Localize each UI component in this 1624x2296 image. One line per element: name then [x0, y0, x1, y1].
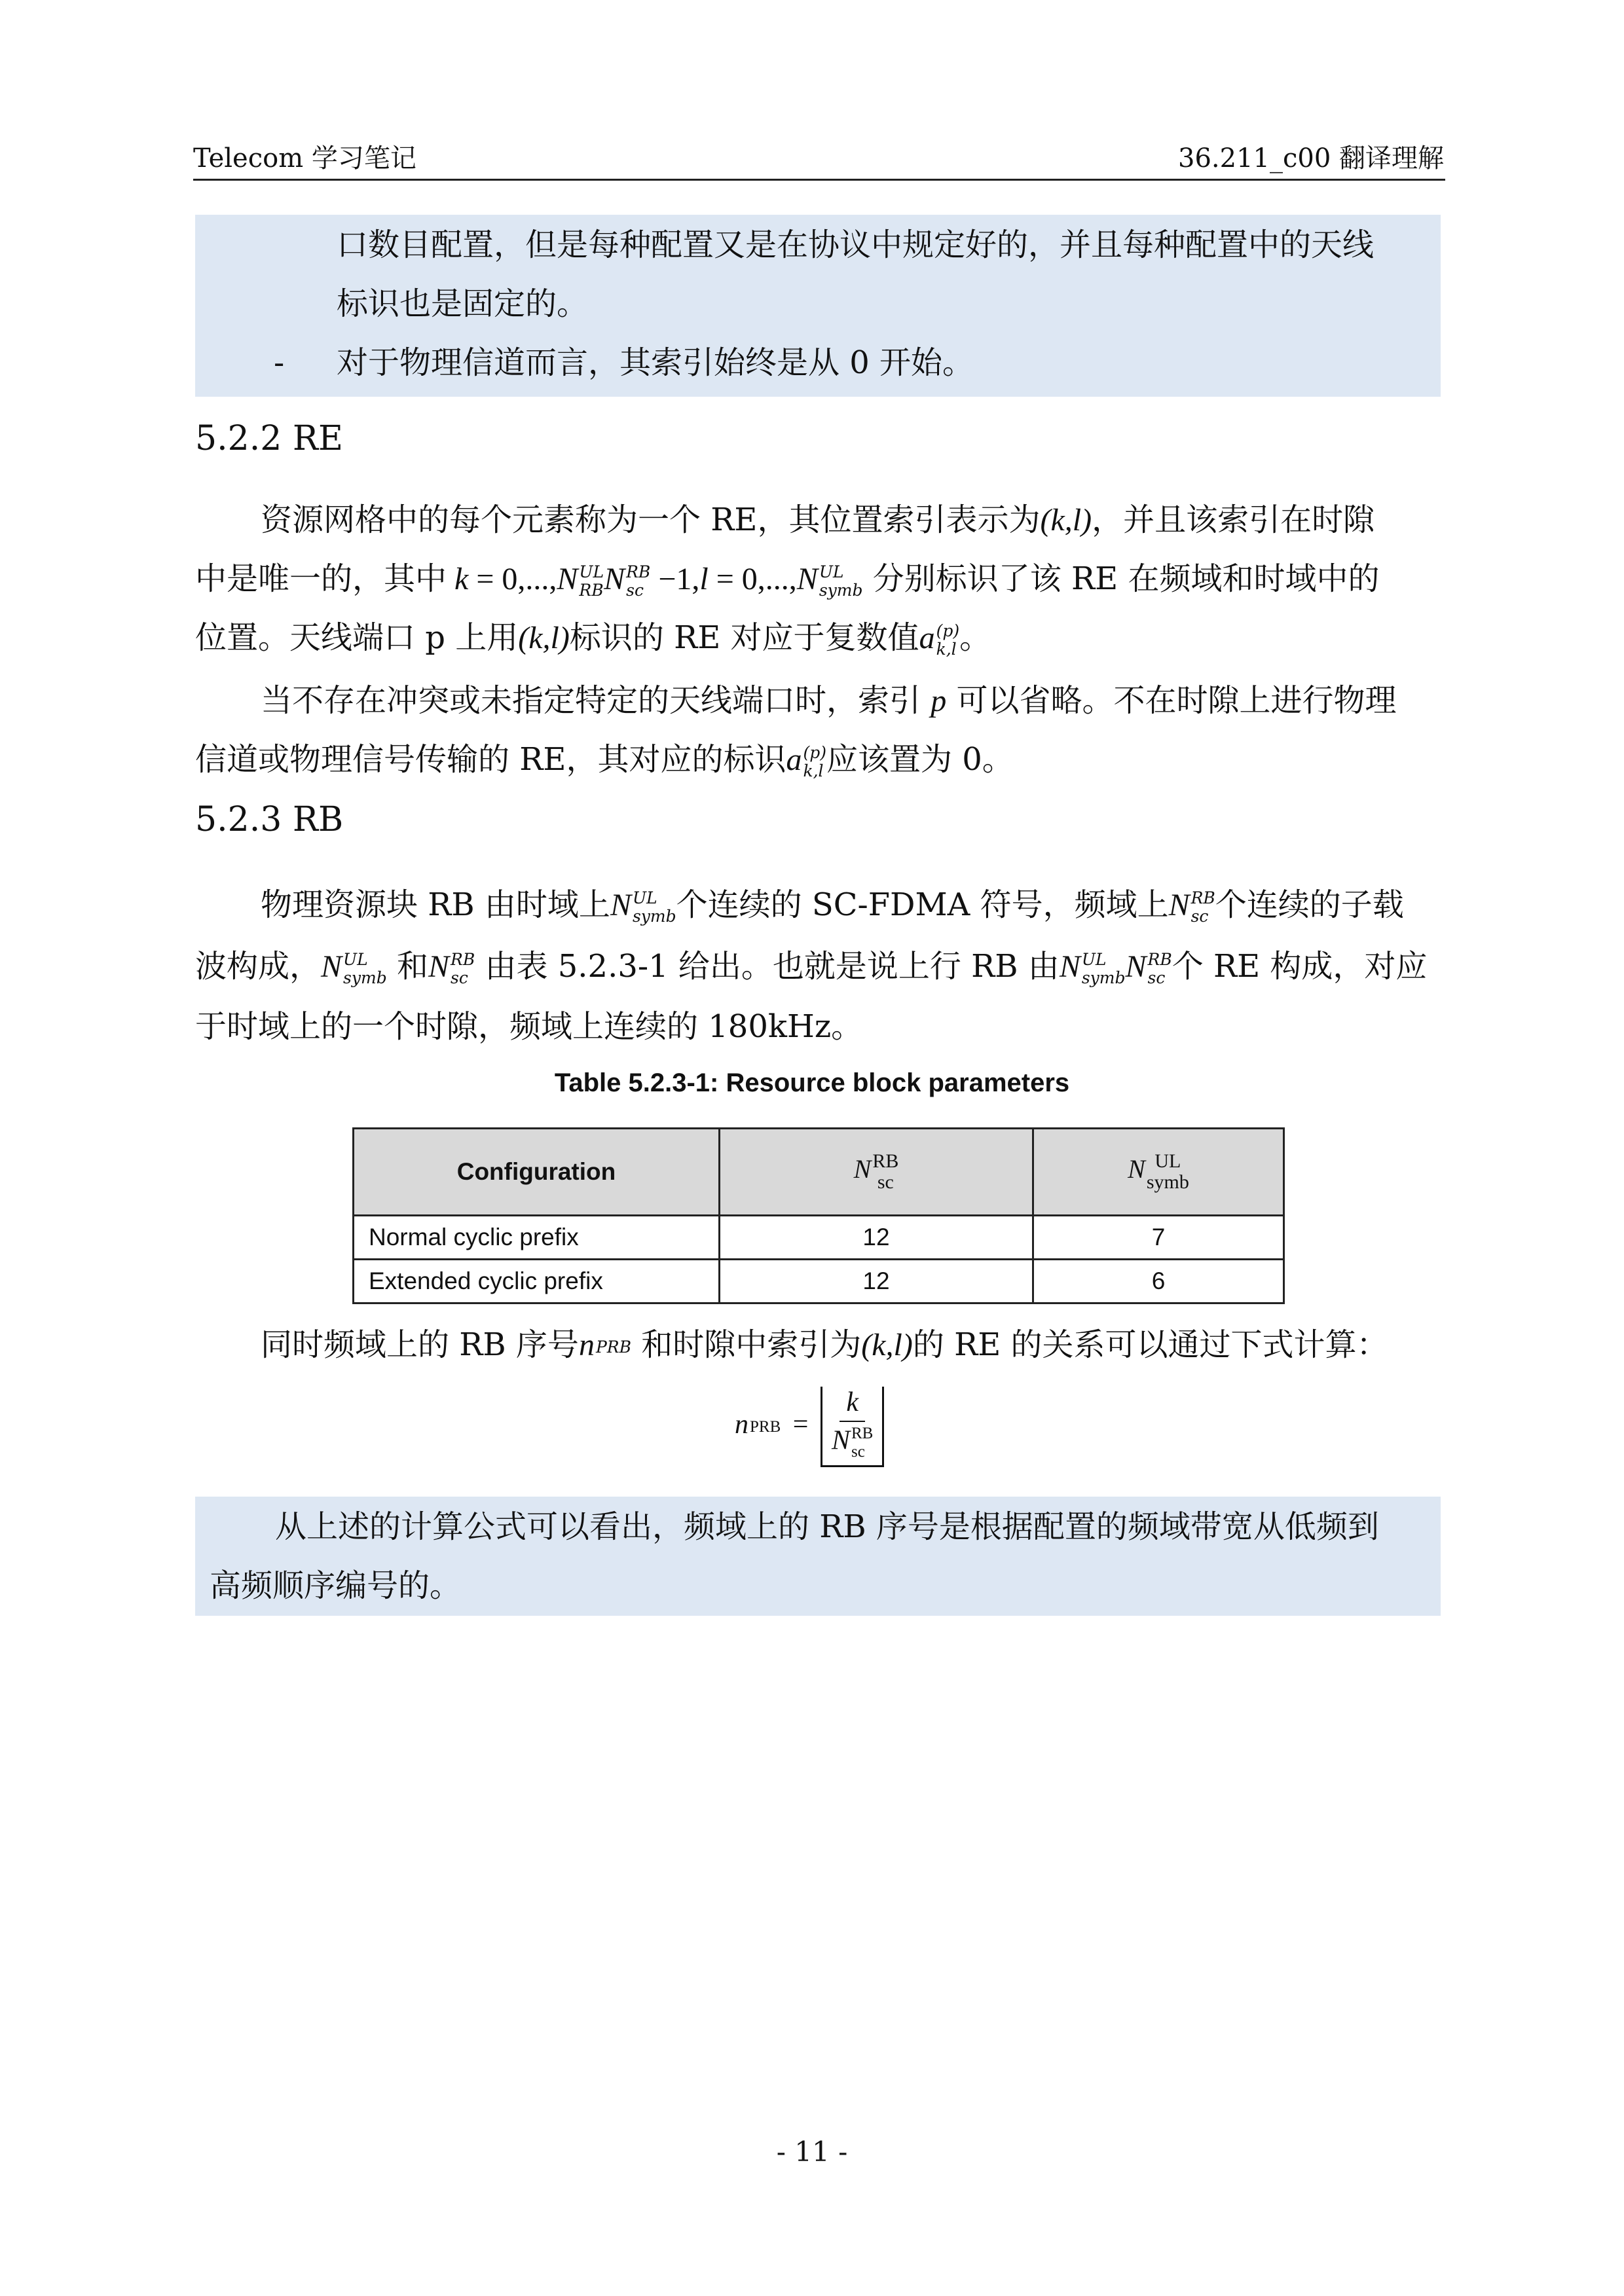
row-config: Normal cyclic prefix [354, 1216, 720, 1260]
note-bottom [195, 1497, 1441, 1616]
rb-para-line1: 物理资源块 RB 由时域上N UL symb 个连续的 SC-FDMA 符号，频域上N RB sc 个连续的子载 [261, 886, 1404, 926]
rb-para-line2: 波构成，N UL symb 和N RB sc 由表 5.2.3-1 给出。也就是说上行 RB 由N UL symb N RB sc 个 RE 构成，对应 [195, 948, 1428, 987]
rb-para-line3: 于时域上的一个时隙，频域上连续的 180kHz。 [195, 1008, 863, 1045]
header-nsymb-ul: N UL symb [1033, 1129, 1284, 1216]
note-top-bullet: - [274, 344, 285, 381]
note-top-line1: 口数目配置，但是每种配置又是在协议中规定好的，并且每种配置中的天线 [337, 227, 1375, 263]
header-nsc-rb: N RB sc [720, 1129, 1033, 1216]
header-rule [193, 179, 1445, 181]
relation-line: 同时频域上的 RB 序号n PRB 和时隙中索引为(k,l)的 RE 的关系可以通过下式计算： [261, 1326, 1388, 1363]
row-config: Extended cyclic prefix [354, 1260, 720, 1303]
resource-block-table [352, 1127, 1285, 1304]
page-number: - 11 - [776, 2136, 848, 2168]
re-para2-line1: 当不存在冲突或未指定特定的天线端口时，索引 p 可以省略。不在时隙上进行物理 [261, 682, 1397, 719]
prb-formula: n PRB = k N RB sc [735, 1387, 884, 1467]
re-para2-line2: 信道或物理信号传输的 RE，其对应的标识a (p) k,l 应该置为 0。 [195, 741, 1014, 780]
note-bottom-line2: 高频顺序编号的。 [210, 1567, 462, 1604]
note-top [195, 215, 1441, 397]
floor-bracket: k N RB sc [821, 1387, 884, 1467]
header-left: Telecom 学习笔记 [193, 143, 416, 173]
row-nsc: 12 [720, 1216, 1033, 1260]
header-configuration: Configuration [354, 1129, 720, 1216]
row-nsc: 12 [720, 1260, 1033, 1303]
table-row [354, 1260, 1284, 1303]
section-heading-rb: 5.2.3 RB [195, 800, 344, 839]
re-para1-line3: 位置。天线端口 p 上用(k,l)标识的 RE 对应于复数值a (p) k,l 。 [195, 619, 991, 659]
row-nsymb: 7 [1033, 1216, 1284, 1260]
section-heading-re: 5.2.2 RE [195, 419, 343, 458]
table-row [354, 1216, 1284, 1260]
table-header-row [354, 1129, 1284, 1216]
row-nsymb: 6 [1033, 1260, 1284, 1303]
re-para1-line2: 中是唯一的，其中 k = 0,...,N UL RB N RB sc −1,l = 0,...,N UL symb 分别标识了该 RE 在频域和时域中的 [195, 560, 1380, 600]
table-caption: Table 5.2.3-1: Resource block parameters [554, 1068, 1070, 1097]
note-top-line3: 对于物理信道而言，其索引始终是从 0 开始。 [337, 344, 974, 381]
note-top-line2: 标识也是固定的。 [337, 285, 589, 322]
header-right: 36.211_c00 翻译理解 [1178, 143, 1444, 173]
re-para1-line1: 资源网格中的每个元素称为一个 RE，其位置索引表示为(k,l)，并且该索引在时隙 [261, 501, 1375, 538]
note-bottom-line1: 从上述的计算公式可以看出，频域上的 RB 序号是根据配置的频域带宽从低频到 [275, 1508, 1379, 1545]
